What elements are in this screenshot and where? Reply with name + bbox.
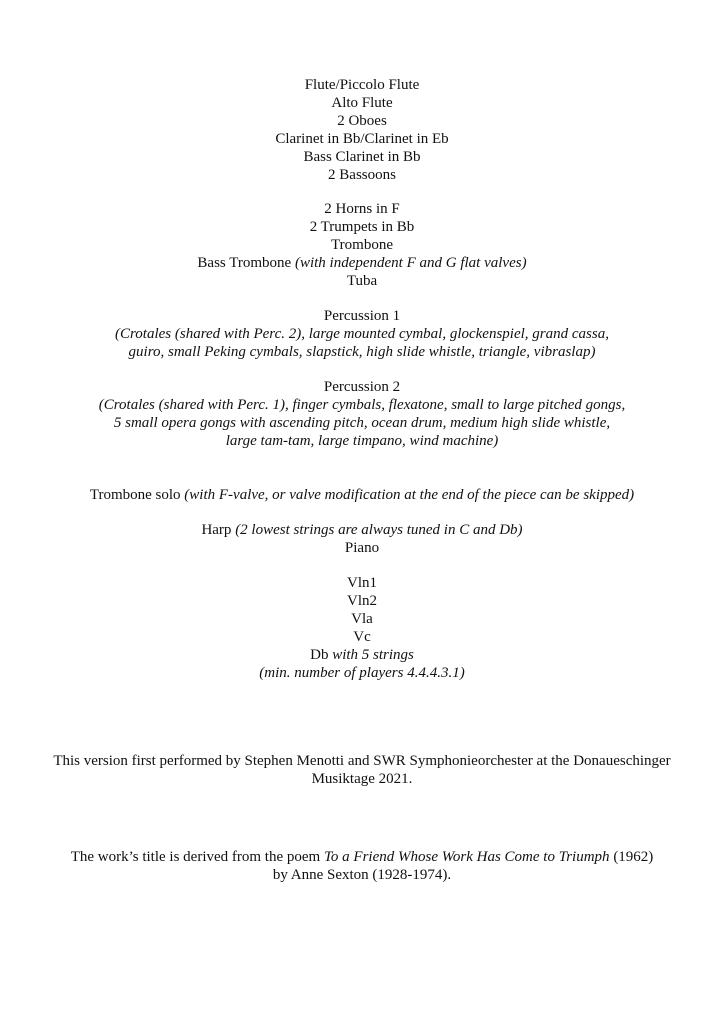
percussion2-section <box>0 378 724 450</box>
brass-section <box>0 200 724 290</box>
title-note-line <box>0 848 724 866</box>
instrument-line: 2 Bassoons <box>328 167 396 183</box>
db-note: with 5 strings <box>332 647 414 663</box>
title-note-section <box>0 848 724 884</box>
poem-title: To a Friend Whose Work Has Come to Triumph <box>323 849 610 865</box>
instrument-line: Vc <box>353 629 371 645</box>
solo-line <box>0 486 724 504</box>
strings-section <box>0 574 724 682</box>
instrument-line: Bass Clarinet in Bb <box>303 149 421 165</box>
instrument-line: Clarinet in Bb/Clarinet in Eb <box>275 131 449 147</box>
title-note-prefix: The work’s title is derived from the poem <box>70 849 324 865</box>
bass-trombone-label: Bass Trombone <box>197 255 292 271</box>
db-label: Db <box>310 647 329 663</box>
percussion2-list: 5 small opera gongs with ascending pitch, ocean drum, medium high slide whistle, <box>113 415 611 431</box>
percussion2-title: Percussion 2 <box>323 379 401 395</box>
premiere-line: This version first performed by Stephen Menotti and SWR Symphonieorchester at the Donaueschinger <box>53 753 671 769</box>
instrument-line: Vln2 <box>347 593 377 609</box>
instrument-line: 2 Horns in F <box>324 201 400 217</box>
instrument-line: Flute/Piccolo Flute <box>304 77 420 93</box>
instrument-line: Alto Flute <box>331 95 393 111</box>
percussion1-section <box>0 307 724 361</box>
premiere-line: Musiktage 2021. <box>311 771 413 787</box>
instrument-line: Tuba <box>346 273 378 289</box>
percussion1-list: (Crotales (shared with Perc. 2), large mounted cymbal, glockenspiel, grand cassa, <box>115 326 609 342</box>
harp-label: Harp <box>201 522 232 538</box>
woodwinds-section <box>0 76 724 184</box>
instrument-line: 2 Trumpets in Bb <box>309 219 415 235</box>
solo-label: Trombone solo <box>89 487 181 503</box>
solo-note: (with F-valve, or valve modification at the end of the piece can be skipped) <box>184 487 635 503</box>
poem-year: (1962) <box>609 849 654 865</box>
harp-note: (2 lowest strings are always tuned in C and Db) <box>235 522 523 538</box>
keys-section <box>0 521 724 557</box>
instrument-line: Vln1 <box>347 575 377 591</box>
solo-section <box>0 486 724 504</box>
harp-line <box>0 521 724 539</box>
percussion1-title: Percussion 1 <box>323 308 401 324</box>
piano-line: Piano <box>344 540 380 556</box>
instrument-line: 2 Oboes <box>337 113 387 129</box>
instrument-line <box>0 254 724 272</box>
percussion2-list: large tam-tam, large timpano, wind machine) <box>225 433 499 449</box>
premiere-section <box>0 752 724 788</box>
instrument-line <box>0 646 724 664</box>
instrument-line: Vla <box>351 611 373 627</box>
percussion1-list: guiro, small Peking cymbals, slapstick, high slide whistle, triangle, vibraslap) <box>128 344 596 360</box>
bass-trombone-note: (with independent F and G flat valves) <box>294 255 527 271</box>
title-note-line: by Anne Sexton (1928-1974). <box>272 867 452 883</box>
instrument-line: Trombone <box>331 237 393 253</box>
percussion2-list: (Crotales (shared with Perc. 1), finger cymbals, flexatone, small to large pitched gongs, <box>98 397 626 413</box>
players-note: (min. number of players 4.4.4.3.1) <box>259 665 465 681</box>
